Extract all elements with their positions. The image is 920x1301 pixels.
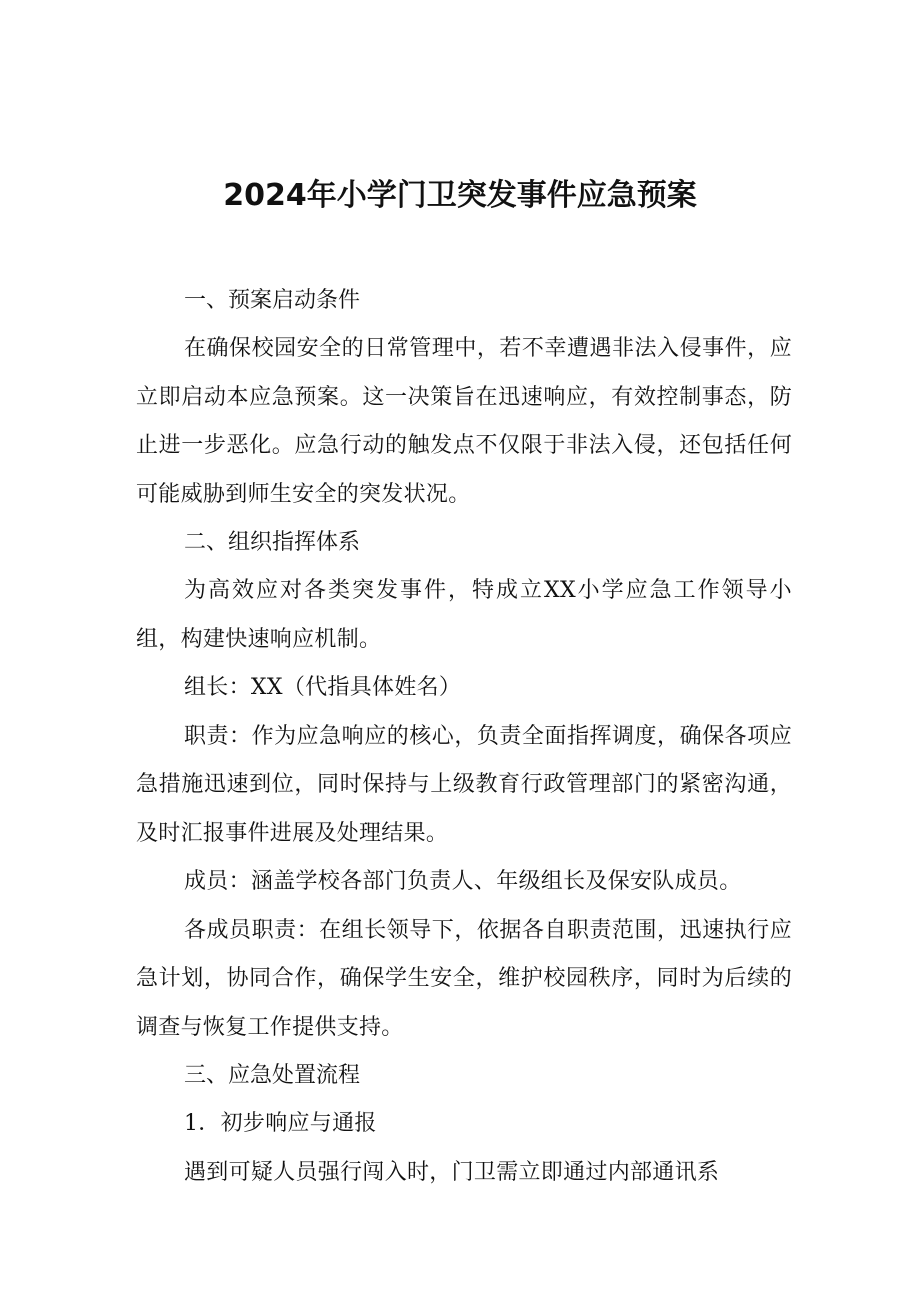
section-heading-1: 一、预案启动条件 (184, 288, 361, 313)
paragraph-leader: 组长：XX（代指具体姓名） (184, 675, 462, 700)
subheading-initial-response: 1．初步响应与通报 (184, 1111, 377, 1136)
document-body (136, 277, 792, 1197)
paragraph-trigger-conditions: 在确保校园安全的日常管理中，若不幸遭遇非法入侵事件，应立即启动本应急预案。这一决策旨在迅速响应，有效控制事态，防止进一步恶化。应急行动的触发点不仅限于非法入侵，还包括任何可能威胁到师生安全的突发状况。 (136, 336, 792, 507)
section-heading-3: 三、应急处置流程 (184, 1063, 361, 1088)
paragraph-team-intro: 为高效应对各类突发事件，特成立XX小学应急工作领导小组，构建快速响应机制。 (136, 578, 792, 652)
document-title: 2024年小学门卫突发事件应急预案 (223, 178, 697, 213)
paragraph-intrusion-response: 遇到可疑人员强行闯入时，门卫需立即通过内部通讯系 (184, 1159, 720, 1185)
paragraph-leader-duties: 职责：作为应急响应的核心，负责全面指挥调度，确保各项应急措施迅速到位，同时保持与上级教育行政管理部门的紧密沟通，及时汇报事件进展及处理结果。 (136, 723, 792, 846)
paragraph-member-duties: 各成员职责：在组长领导下，依据各自职责范围，迅速执行应急计划，协同合作，确保学生安全，维护校园秩序，同时为后续的调查与恢复工作提供支持。 (136, 917, 792, 1040)
section-heading-2: 二、组织指挥体系 (184, 530, 361, 555)
paragraph-members: 成员：涵盖学校各部门负责人、年级组长及保安队成员。 (184, 869, 742, 894)
